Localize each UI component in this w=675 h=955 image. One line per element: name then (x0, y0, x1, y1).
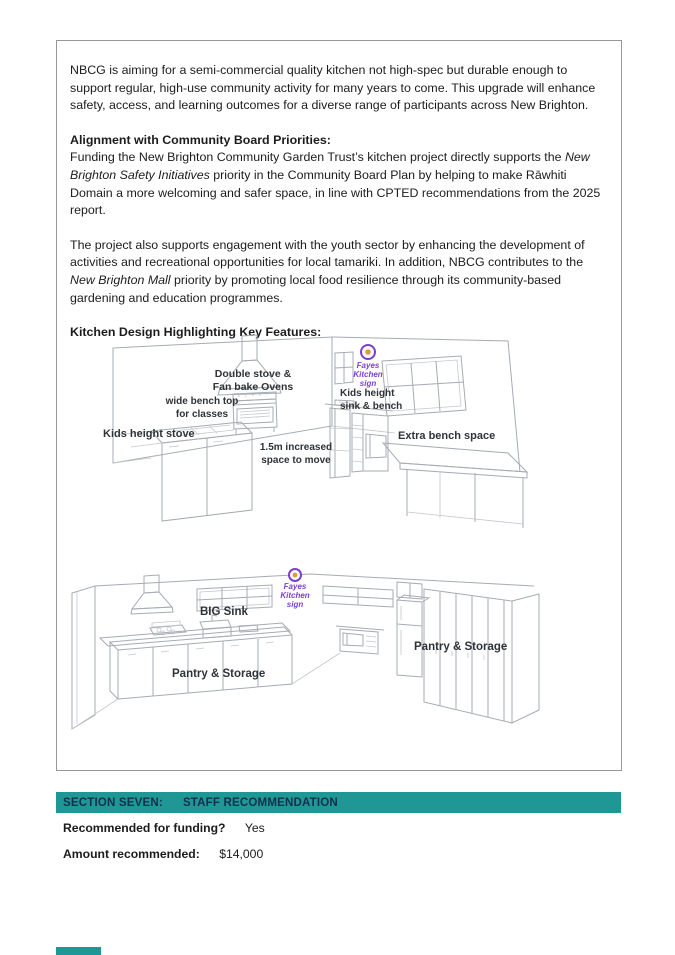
fayes-kitchen-sign: Fayes Kitchen sign (353, 361, 383, 388)
pantry-storage-tall-cabinets (424, 589, 539, 723)
range-hood (131, 575, 173, 614)
kitchen-sketch-2 (60, 565, 565, 765)
funding-row (63, 821, 265, 835)
appliance-run (292, 626, 384, 684)
alignment-heading: Alignment with Community Board Priorities: (70, 132, 331, 147)
intro-paragraph: NBCG is aiming for a semi-commercial quality kitchen not high-spec but durable enough to support regular, high-use community activity for many years to come. This upgrade will enhance safety, access, and learning outcomes for a diverse range of participants across New Brighton. (70, 63, 596, 113)
label-increased-space: 1.5m increased space to move (259, 442, 333, 466)
section-label: SECTION SEVEN: (63, 796, 163, 809)
label-big-sink: BIG Sink (200, 606, 248, 618)
amount-row (63, 847, 263, 861)
fayes-logo-icon (361, 345, 375, 359)
label-kids-sink: Kids height sink & bench (340, 388, 403, 412)
extra-bench (383, 443, 527, 528)
italic-priority-name: New Brighton Safety Initiatives (70, 150, 590, 182)
label-extra-bench: Extra bench space (398, 430, 496, 442)
report-body (70, 62, 610, 342)
alignment-paragraph: Funding the New Brighton Community Garden Trust’s kitchen project directly supports the New Brighton Safety Initiatives priority in the Community Board Plan by helping to make Rāwhiti Domain a more welcoming and safer space, in line with CPTED recommendations from the 2025 report. (70, 150, 601, 218)
label-pantry-storage-right: Pantry & Storage (414, 641, 508, 653)
label-double-stove: Double stove & Fan bake Ovens (212, 368, 294, 393)
pantry-storage-left-cabinets (110, 627, 292, 699)
next-section-banner-partial (56, 947, 101, 955)
kitchen-design-heading: Kitchen Design Highlighting Key Features: (70, 325, 322, 340)
amount-value: $14,000 (219, 847, 264, 861)
label-pantry-storage-left: Pantry & Storage (172, 668, 266, 680)
funding-question-label: Recommended for funding? (63, 821, 226, 835)
section-seven-banner (56, 792, 621, 813)
back-counter (100, 615, 290, 646)
fayes-logo-icon (289, 569, 301, 581)
italic-priority-name-2: New Brighton Mall (70, 272, 171, 287)
label-wide-bench: wide bench top for classes (165, 396, 239, 420)
kitchen-sketch-1 (95, 330, 560, 555)
amount-label: Amount recommended: (63, 847, 200, 861)
youth-paragraph: The project also supports engagement with the youth sector by enhancing the development of activities and recreational opportunities for local tamariki. In addition, NBCG contributes to the New Brighton Mall priority by promoting local food resilience through its community-based gardening and education programmes. (70, 237, 585, 305)
section-title: STAFF RECOMMENDATION (182, 796, 338, 809)
fayes-kitchen-sign: Fayes Kitchen sign (280, 582, 310, 609)
funding-question-value: Yes (244, 821, 265, 835)
label-kids-stove: Kids height stove (103, 428, 195, 440)
